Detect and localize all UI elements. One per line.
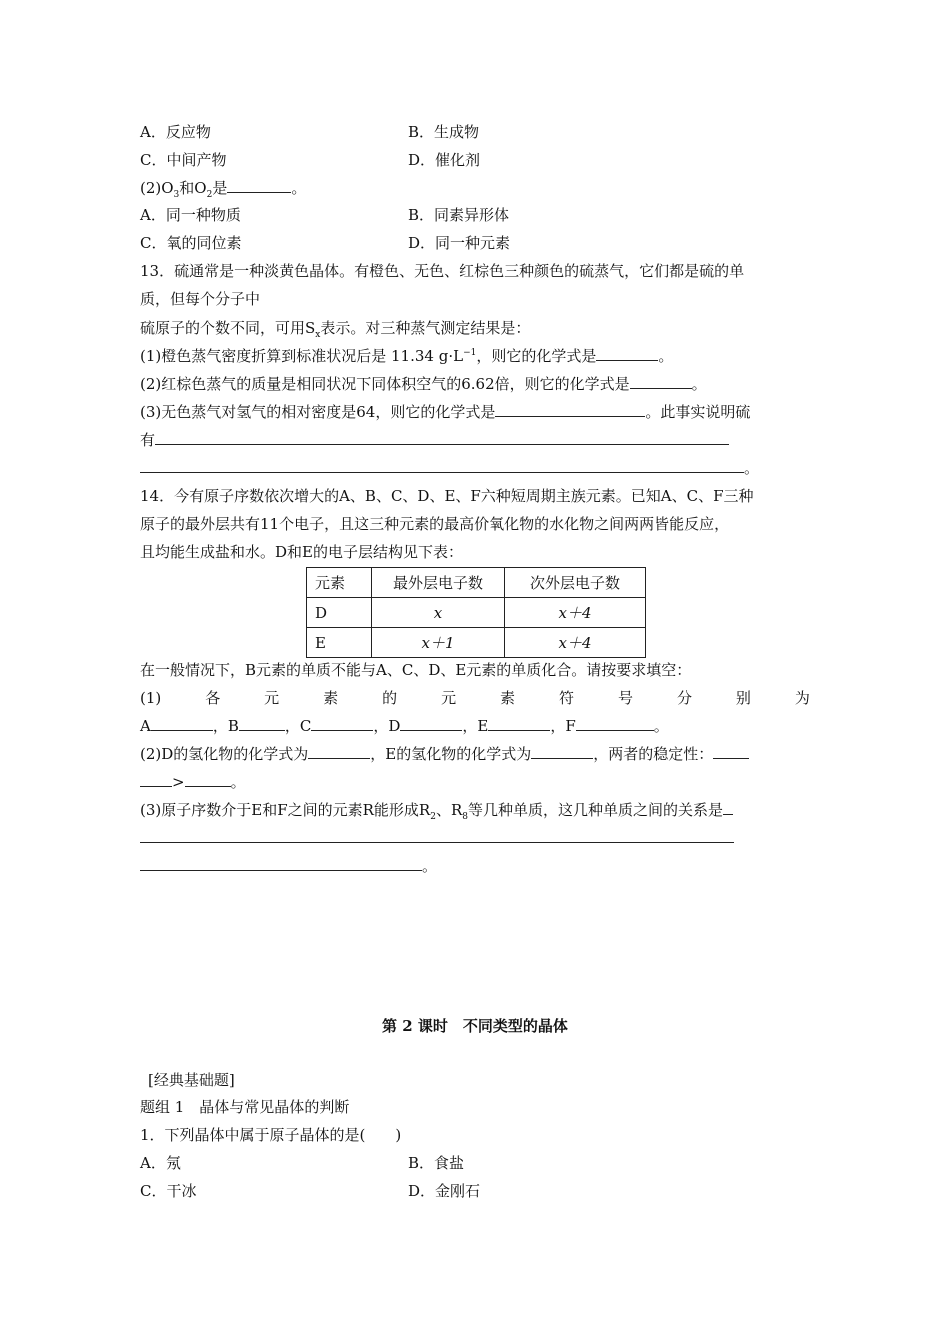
answer-blank[interactable] [140, 458, 744, 473]
q13-line-1: 13．硫通常是一种淡黄色晶体。有橙色、无色、红棕色三种颜色的硫蒸气，它们都是硫的单 [140, 262, 745, 280]
table-row [307, 628, 646, 658]
answer-blank[interactable] [531, 744, 593, 759]
q14-line-4: 在一般情况下，B元素的单质不能与A、C、D、E元素的单质化合。请按要求填空： [140, 661, 692, 679]
answer-blank[interactable] [576, 716, 654, 731]
q12-part2-option-b: B．同素异形体 [408, 206, 510, 224]
q12-part2-option-d: D．同一种元素 [408, 234, 511, 252]
section-title: 第 2 课时 不同类型的晶体 [382, 1017, 568, 1035]
q12-option-d: D．催化剂 [408, 151, 481, 169]
answer-blank[interactable] [239, 716, 285, 731]
q13-part-3-cont-2: 。 [140, 458, 759, 478]
answer-blank[interactable] [140, 772, 172, 787]
q13-line-2: 质，但每个分子中 [140, 290, 261, 308]
answer-blank[interactable] [596, 346, 658, 361]
q12-option-b: B．生成物 [408, 123, 480, 141]
q13-part-3-cont: 有 [140, 430, 729, 450]
q14-part-3-cont [140, 828, 734, 848]
answer-blank[interactable] [308, 744, 370, 759]
q12-option-a: A．反应物 [140, 123, 211, 141]
q12-options-row-4 [140, 233, 820, 253]
q12-option-c: C．中间产物 [140, 151, 227, 169]
section-q1-options-row-1 [140, 1153, 820, 1173]
answer-blank[interactable] [227, 178, 291, 193]
answer-blank[interactable] [185, 772, 231, 787]
table-header-cell: 元素 [307, 568, 372, 598]
table-row [307, 598, 646, 628]
answer-blank[interactable] [713, 744, 749, 759]
table-cell: x＋4 [505, 628, 646, 658]
answer-blank[interactable] [155, 430, 729, 445]
table-cell: D [307, 598, 372, 628]
section-q1-options-row-2 [140, 1181, 820, 1201]
q12-part2-option-a: A．同一种物质 [140, 206, 241, 224]
q13-part-3: (3)无色蒸气对氢气的相对密度是64，则它的化学式是 。此事实说明硫 [140, 403, 751, 421]
q14-part-1-blanks: A ，B ，C ，D ，E ，F 。 [140, 717, 669, 735]
question-group-title: 题组 1 晶体与常见晶体的判断 [140, 1098, 350, 1116]
q12-options-row-2 [140, 150, 820, 170]
q14-part-3: (3)原子序数介于E和F之间的元素R能形成$R_2$、$R_8$等几种单质，这几种单质之间的关系是 [140, 800, 733, 820]
q12-part2-question: $(2)O_3$和$O_2$是 。 [140, 179, 307, 200]
q13-line-3: 硫原子的个数不同，可用$S_x$表示。对三种蒸气测定结果是： [140, 319, 531, 340]
answer-blank[interactable] [488, 716, 550, 731]
section-q1-option-b: B．食盐 [408, 1154, 465, 1172]
q12-options-row-1 [140, 122, 820, 142]
answer-blank[interactable] [140, 828, 734, 843]
q14-part-2: (2)D的氢化物的化学式为 ，E的氢化物的化学式为 ，两者的稳定性： [140, 744, 749, 764]
answer-blank[interactable] [723, 800, 733, 815]
section-q1: 1．下列晶体中属于原子晶体的是( ) [140, 1126, 402, 1144]
electron-shell-table [306, 567, 646, 658]
answer-blank[interactable] [400, 716, 462, 731]
answer-blank[interactable] [630, 374, 692, 389]
q12-part2-option-c: C．氧的同位素 [140, 234, 242, 252]
table-header-row [307, 568, 646, 598]
table-cell: E [307, 628, 372, 658]
answer-blank[interactable] [140, 856, 422, 871]
table-cell: x＋1 [372, 628, 505, 658]
table-cell: x [372, 598, 505, 628]
section-q1-option-a: A．氖 [140, 1154, 181, 1172]
q13-part-2: (2)红棕色蒸气的质量是相同状况下同体积空气的6.62倍，则它的化学式是 。 [140, 375, 707, 393]
q13-part-1: (1)橙色蒸气密度折算到标准状况后是 11.34 $g\cdot L^{-1}$，则它的化学式是 。 [140, 347, 674, 365]
section-q1-option-d: D．金刚石 [408, 1182, 481, 1200]
table-header-cell: 次外层电子数 [505, 568, 646, 598]
q14-part-1-line: (1) 各 元 素 的 元 素 符 号 分 别 为 [140, 689, 810, 707]
answer-blank[interactable] [151, 716, 213, 731]
section-tag: [经典基础题] [148, 1071, 235, 1089]
q14-part-3-cont-2: 。 [140, 856, 437, 876]
q14-line-1: 14．今有原子序数依次增大的A、B、C、D、E、F六种短周期主族元素。已知A、C、F三种 [140, 487, 754, 505]
section-q1-option-c: C．干冰 [140, 1182, 197, 1200]
table-header-cell: 最外层电子数 [372, 568, 505, 598]
q12-options-row-3 [140, 205, 820, 225]
q14-line-3: 且均能生成盐和水。D和E的电子层结构见下表： [140, 543, 463, 561]
answer-blank[interactable] [311, 716, 373, 731]
q14-line-2: 原子的最外层共有11个电子，且这三种元素的最高价氧化物的水化物之间两两皆能反应， [140, 515, 730, 533]
q14-part-2-cont: > 。 [140, 772, 246, 792]
answer-blank[interactable] [495, 402, 645, 417]
table-cell: x＋4 [505, 598, 646, 628]
